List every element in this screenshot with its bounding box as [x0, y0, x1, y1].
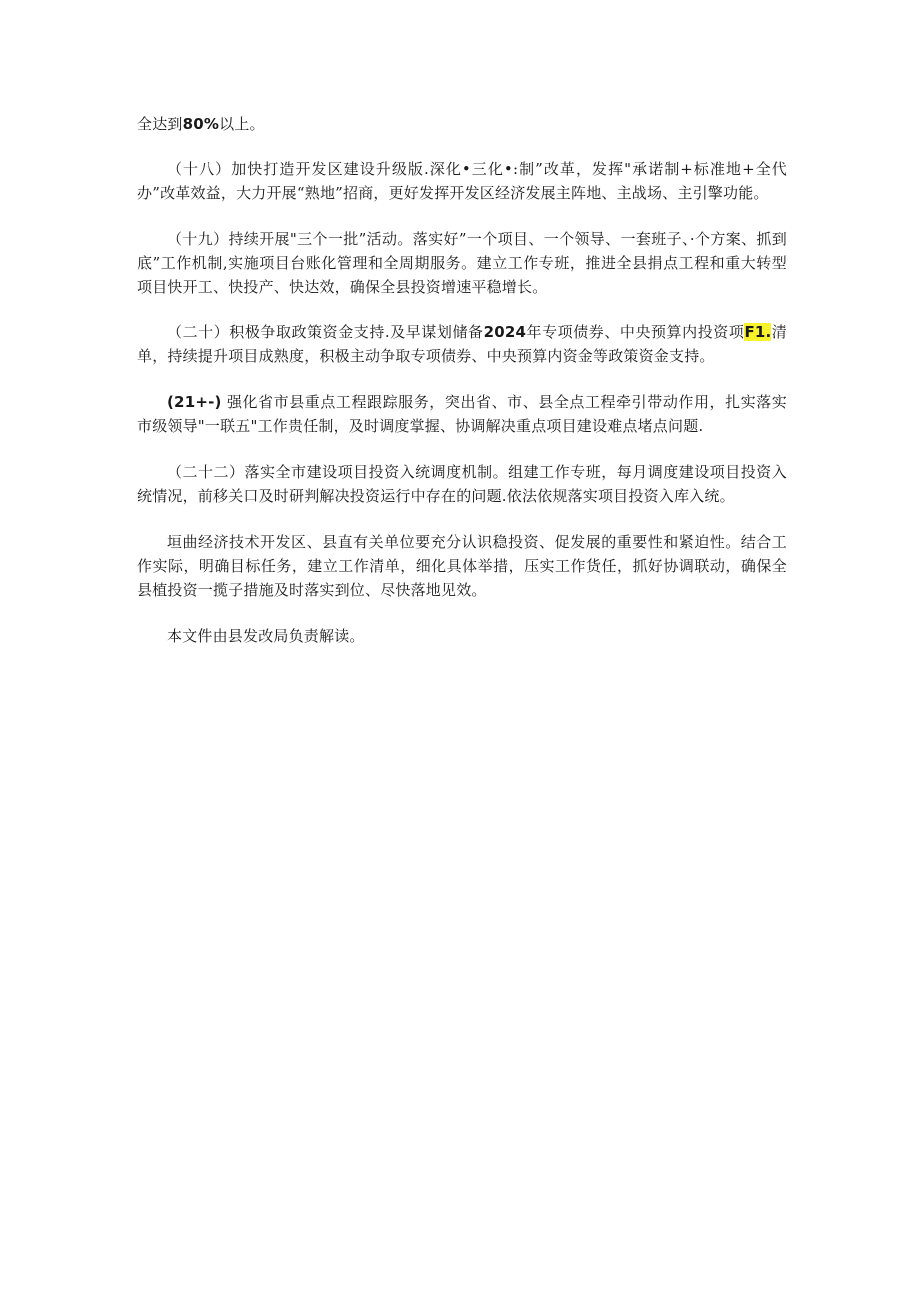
- paragraph-item-18: （十八）加快打造开发区建设升级版.深化•三化•:制”改革，发挥"承诺制+标准地+全代办”改革效益，大力开展“熟地”招商，更好发挥开发区经济发展主阵地、主战场、主引擎功能。: [137, 160, 787, 202]
- paragraph-item-19: （十九）持续开展"三个一批”活动。落实好”一个项目、一个领导、一套班子、·个方案、抓到底”工作机制,实施项目台账化管理和全周期服务。建立工作专班，推进全县捐点工程和重大转型项目快开工、快投产、快达效，确保全县投资增速平稳增长。: [137, 230, 787, 296]
- paragraph-text-before: 全达到: [137, 115, 183, 133]
- item-label: (21+-): [167, 393, 222, 411]
- paragraph-text-after: 清单，持续提升项目成熟度，积极主动争取专项债券、中央预算内资金等政策资金支持。: [137, 323, 787, 365]
- paragraph-item-20: [137, 320, 787, 368]
- paragraph-text-before: （二十）积极争取政策资金支持.及早谋划储备: [167, 323, 484, 341]
- paragraph-item-21: [137, 390, 787, 438]
- paragraph-closing: 垣曲经济技术开发区、县直有关单位要充分认识稳投资、促发展的重要性和紧迫性。结合工作实际，明确目标任务，建立工作清单，细化具体举措，压实工作货任，抓好协调联动，确保全县植投资一揽子措施及时落实到位、尽快落地见效。: [137, 533, 787, 599]
- paragraph-continuation: [137, 112, 787, 136]
- paragraph-text-after: 以上。: [219, 115, 265, 133]
- highlighted-text: F1.: [744, 323, 772, 341]
- paragraph-item-22: （二十二）落实全市建设项目投资入统调度机制。组建工作专班，每月调度建设项目投资入统情况，前移关口及时研判解决投资运行中存在的问题.依法依规落实项目投资入库入统。: [137, 463, 787, 505]
- paragraph-text: 强化省市县重点工程跟踪服务，突出省、市、县全点工程牵引带动作用，扎实落实市级领导"一联五"工作贵任制，及时调度掌握、协调解决重点项目建设难点堵点问题.: [137, 393, 787, 435]
- paragraph-interpretation-note: 本文件由县发改局负责解读。: [167, 627, 365, 645]
- year-value: 2024: [483, 323, 527, 341]
- paragraph-text-middle: 年专项债券、中央预算内投资项: [526, 323, 745, 341]
- percentage-value: 80%: [182, 115, 220, 133]
